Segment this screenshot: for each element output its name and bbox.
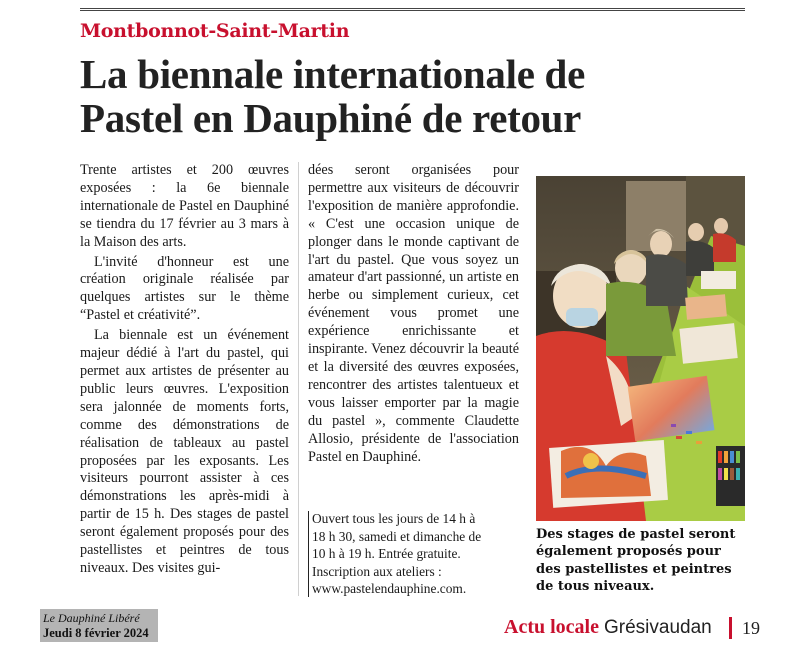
info-line: Inscription aux ateliers : bbox=[312, 563, 442, 579]
section-region: Grésivaudan bbox=[603, 617, 712, 638]
article-column-2 bbox=[308, 162, 519, 466]
headline-line-1: La biennale internationale de bbox=[80, 51, 585, 97]
article-kicker: Montbonnot-Saint-Martin bbox=[80, 20, 350, 42]
publication-date: Jeudi 8 février 2024 bbox=[43, 626, 149, 640]
info-line-website: www.pastelendauphine.com. bbox=[312, 581, 467, 597]
page-number: 19 bbox=[742, 618, 760, 638]
paragraph-event: La biennale est un événement majeur dédié à l'art du pastel, qui permet aux artistes de présenter au public leurs œuvres. L'exposition sera jalonnée de moments forts, comme des démonstrations de réalisation de tableaux au pastel proposées par les exposants. Les visiteurs pourront assister à ces démonstrations les après-midi à partir de 15 h. Des stages de pastel seront également proposés pour des pastellistes et peintres de tous niveaux. Des visites gui- bbox=[80, 327, 289, 576]
section-label bbox=[504, 616, 712, 639]
paragraph-intro: Trente artistes et 200 œuvres exposées : la 6e biennale internationale de Pastel en Dauphiné se tiendra du 17 février au 3 mars à la Maison des arts. bbox=[80, 162, 289, 250]
paragraph-quote: dées seront organisées pour permettre aux visiteurs de découvrir l'exposition de manière approfondie. « C'est une occasion unique de plonger dans le monde captivant de l'art du pastel. Que vous soyez un amateur d'art passionné, un artiste en herbe ou simplement curieux, cet événement vous promet une expérience enrichissante et inspirante. Venez découvrir la beauté et la diversité des œuvres exposées, rencontrer des artistes talentueux et vous laisser emporter par la magie du pastel », commente Claudette Allosio, présidente de l'association Pastel en Dauphiné. bbox=[308, 162, 519, 465]
pastel-workshop-photo bbox=[536, 176, 745, 521]
info-line: 18 h 30, samedi et dimanche de bbox=[312, 528, 482, 544]
section-title: Actu locale bbox=[504, 616, 599, 638]
photo-caption: Des stages de pastel seront également proposés pour des pastellistes et peintres de tous niveaux. bbox=[536, 527, 736, 595]
article-column-1 bbox=[80, 162, 289, 578]
info-line: Ouvert tous les jours de 14 h à bbox=[312, 511, 476, 526]
headline-line-2: Pastel en Dauphiné de retour bbox=[80, 95, 582, 141]
section-divider bbox=[729, 617, 732, 639]
column-separator bbox=[298, 162, 299, 596]
info-line: 10 h à 19 h. Entrée gratuite. bbox=[312, 546, 461, 562]
article-headline bbox=[80, 52, 760, 140]
practical-info-box bbox=[312, 510, 517, 598]
article-photo bbox=[536, 176, 745, 521]
info-box-bar bbox=[308, 511, 309, 597]
top-rule bbox=[80, 8, 745, 11]
newspaper-name: Le Dauphiné Libéré bbox=[43, 611, 140, 625]
paragraph-guest: L'invité d'honneur est une création originale réalisée par quelques artistes sur le thème “Pastel et créativité”. bbox=[80, 253, 289, 324]
